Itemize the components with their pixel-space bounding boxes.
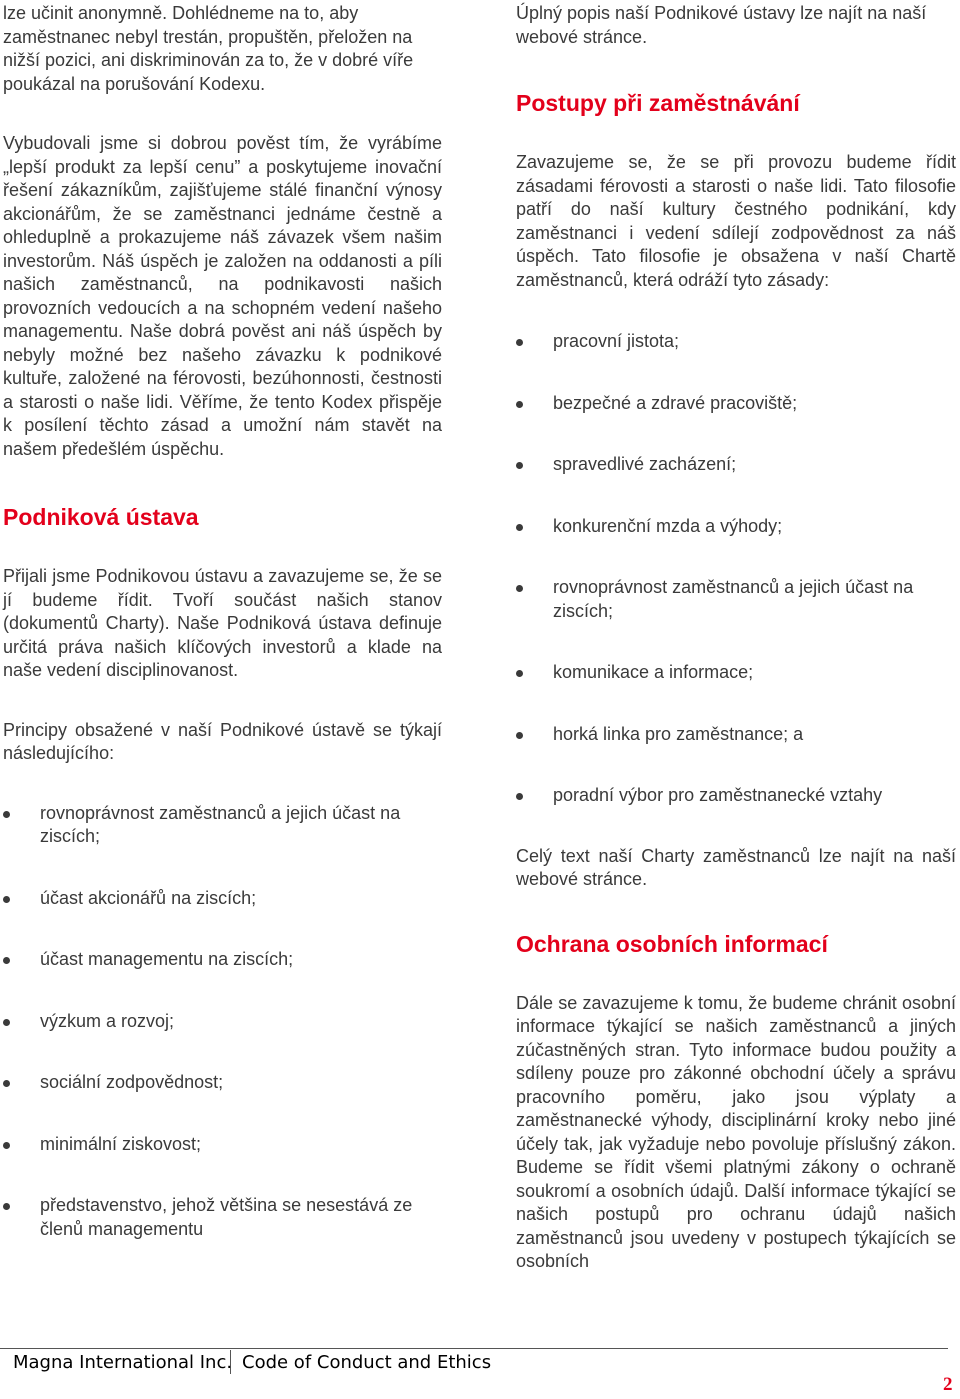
list-item-text: účast akcionářů na ziscích;	[40, 887, 257, 908]
list-item-text: pracovní jistota;	[553, 331, 680, 351]
list-item	[3, 1071, 442, 1095]
privacy-paragraph: Dále se zavazujeme k tomu, že budeme chránit osobní informace týkající se našich zaměstnanců a jiných zúčastněných stran. Tyto informace budou použity a sdíleny pouze pro zákonné obchodní účely a správu pracovního poměru, jako jsou výplaty a zaměstnanecké výhody, disciplinární kroky nebo jiné účely tak, jak vyžaduje nebo povoluje příslušný zákon. Budeme se řídit všemi platnými zákony o ochraně soukromí a osobních údajů. Další informace týkající se našich postupů pro ochranu údajů našich zaměstnanců jsou uvedeny v postupech týkajících se osobních	[516, 992, 956, 1271]
list-item	[516, 330, 956, 354]
list-item-text: horká linka pro zaměstnance; a	[553, 723, 804, 744]
list-item-text: výzkum a rozvoj;	[40, 1010, 175, 1031]
bullet-icon	[516, 793, 523, 800]
list-item-text: spravedlivé zacházení;	[553, 454, 737, 474]
list-item	[516, 723, 956, 747]
list-item	[516, 392, 956, 416]
constitution-link-paragraph: Úplný popis naší Podnikové ústavy lze najít na naší webové stránce.	[516, 3, 927, 47]
list-item	[516, 784, 956, 808]
list-item-text: konkurenční mzda a výhody;	[553, 515, 783, 536]
principles-intro: Principy obsažené v naší Podnikové ústavě se týkají následujícího:	[3, 719, 442, 763]
bullet-icon	[516, 339, 523, 346]
bullet-icon	[516, 524, 523, 531]
bullet-icon	[3, 1080, 10, 1087]
list-item-text: rovnoprávnost zaměstnanců a jejich účast na ziscích;	[553, 577, 914, 621]
constitution-heading: Podniková ústava	[3, 504, 199, 530]
bullet-icon	[516, 670, 523, 677]
list-item	[3, 948, 442, 972]
bullet-icon	[3, 1203, 10, 1210]
reputation-paragraph: Vybudovali jsme si dobrou pověst tím, že vyrábíme „lepší produkt za lepší cenu” a poskytujeme inovační řešení zákazníkům, zajišťujeme stálé finanční výnosy akcionářům, že se zaměstnanci jednáme čestně a ohleduplně a prokazujeme náš závazek všem našim investorům. Náš úspěch je založen na oddanosti a píli našich zaměstnanců, na podnikavosti našich provozních vedoucích a na schopném vedení našeho managementu. Naše dobrá pověst ani náš úspěch by nebyly možné bez našeho závazku k podnikové kultuře, založené na férovosti, bezúhonnosti, čestnosti a starosti o naše lidi. Věříme, že tento Kodex přispěje k posílení těchto zásad a umožní nám stavět na našem předešlém úspěchu.	[3, 133, 442, 459]
list-item-text: účast managementu na ziscích;	[40, 949, 294, 969]
list-item	[3, 887, 442, 911]
footer-document-title: Code of Conduct and Ethics	[242, 1352, 492, 1373]
right-column	[516, 0, 956, 1274]
bullet-icon	[516, 732, 523, 739]
bullet-icon	[516, 585, 523, 592]
employment-heading: Postupy při zaměstnávání	[516, 90, 800, 116]
privacy-heading: Ochrana osobních informací	[516, 930, 828, 957]
list-item	[516, 453, 956, 477]
list-item-text: představenstvo, jehož většina se nesestává ze členů managementu	[40, 1195, 413, 1239]
intro-paragraph: lze učinit anonymně. Dohlédneme na to, aby zaměstnanec nebyl trestán, propuštěn, přeložen na nižší pozici, ani diskriminován za to, že v dobré víře poukázal na porušování Kodexu.	[3, 3, 414, 94]
footer-divider	[0, 1348, 948, 1349]
list-item	[516, 515, 956, 539]
left-column	[3, 0, 442, 1241]
list-item	[3, 1133, 442, 1157]
list-item-text: bezpečné a zdravé pracoviště;	[553, 392, 798, 413]
list-item	[516, 661, 956, 685]
employment-paragraph: Zavazujeme se, že se při provozu budeme řídit zásadami férovosti a starosti o naše lidi. Tato filosofie patří do naší kultury čestného podnikání, kdy zaměstnanci i vedení sdílejí zodpovědnost za náš úspěch. Tato filosofie je obsažena v naší Chartě zaměstnanců, která odráží tyto zásady:	[516, 152, 956, 290]
bullet-icon	[3, 811, 10, 818]
charter-link-paragraph: Celý text naší Charty zaměstnanců lze najít na naší webové stránce.	[516, 845, 956, 889]
bullet-icon	[3, 896, 10, 903]
list-item	[3, 802, 442, 849]
list-item	[3, 1194, 442, 1241]
list-item	[3, 1010, 442, 1034]
constitution-paragraph: Přijali jsme Podnikovou ústavu a zavazujeme se, že se jí budeme řídit. Tvoří součást našich stanov (dokumentů Charty). Naše Podniková ústava definuje určitá práva našich klíčových investorů a klade na naše vedení disciplinovanost.	[3, 566, 442, 680]
footer-company: Magna International Inc.	[13, 1352, 233, 1373]
list-item-text: poradní výbor pro zaměstnanecké vztahy	[553, 785, 883, 805]
bullet-icon	[3, 1142, 10, 1149]
bullet-icon	[516, 462, 523, 469]
list-item	[516, 576, 956, 623]
employment-list	[516, 330, 956, 808]
list-item-text: rovnoprávnost zaměstnanců a jejich účast na ziscích;	[40, 802, 416, 846]
list-item-text: komunikace a informace;	[553, 662, 754, 682]
bullet-icon	[3, 1019, 10, 1026]
list-item-text: sociální zodpovědnost;	[40, 1072, 224, 1092]
bullet-icon	[3, 957, 10, 964]
page-number: 2	[943, 1374, 953, 1395]
list-item-text: minimální ziskovost;	[40, 1133, 202, 1154]
bullet-icon	[516, 401, 523, 408]
principles-list	[3, 802, 442, 1242]
